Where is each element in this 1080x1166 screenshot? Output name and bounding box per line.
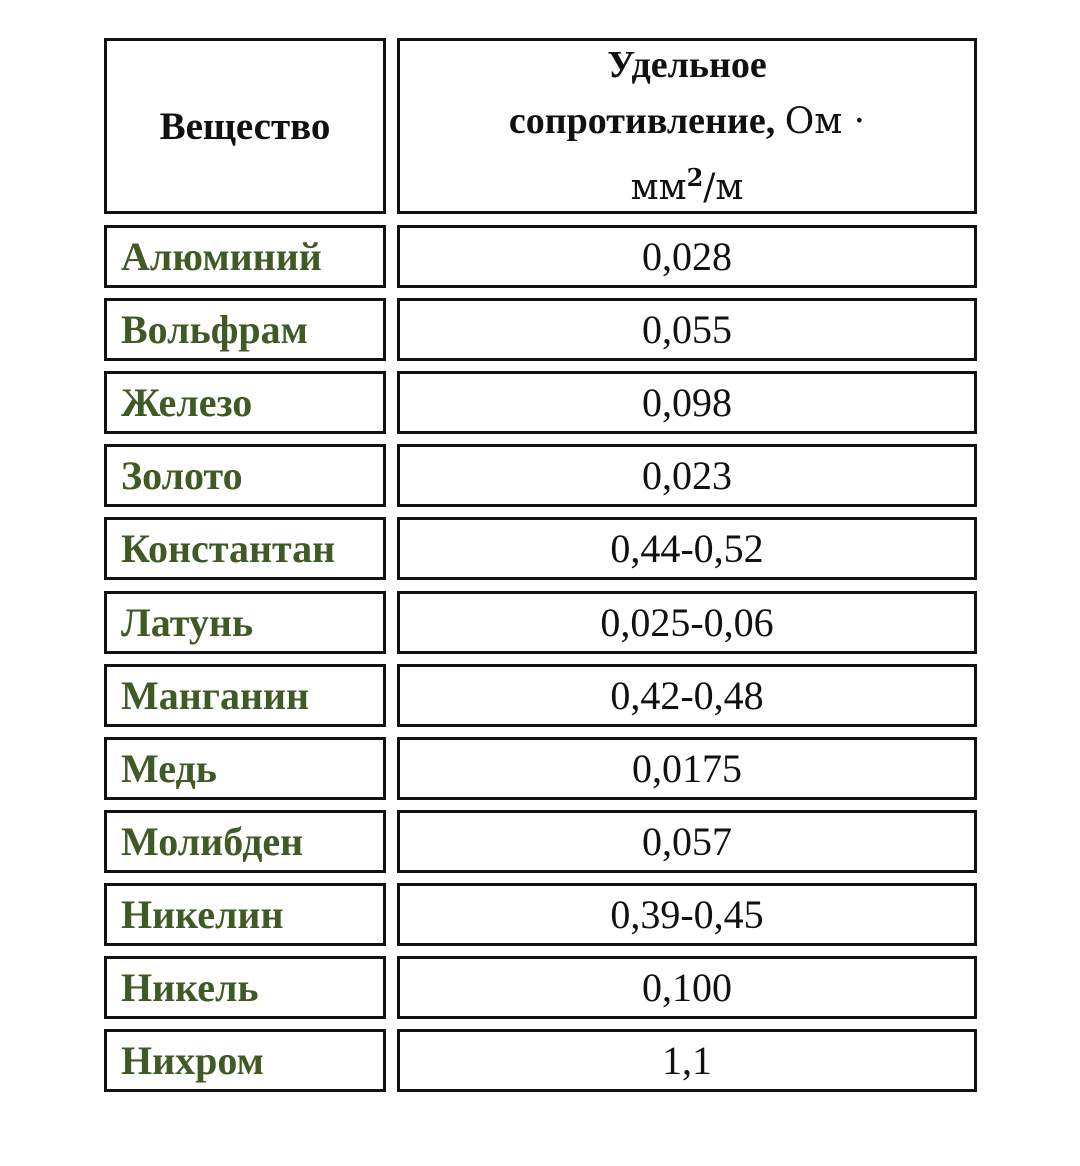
header-resistivity-line1: Удельное (607, 43, 767, 86)
header-substance (104, 38, 386, 214)
table-row-substance: Молибден (104, 810, 386, 873)
table-row-value: 0,100 (397, 956, 977, 1019)
table-row-value: 0,028 (397, 225, 977, 288)
header-unit-ohm: Ом · (784, 100, 866, 142)
table-row-substance: Никель (104, 956, 386, 1019)
table-row-substance: Латунь (104, 591, 386, 654)
header-resistivity-line2 (509, 93, 865, 150)
table-row-value: 0,025-0,06 (397, 591, 977, 654)
table-row-substance: Манганин (104, 664, 386, 727)
table-row-substance: Золото (104, 444, 386, 507)
table-row-value: 0,023 (397, 444, 977, 507)
table-row-substance: Никелин (104, 883, 386, 946)
table-row-substance: Нихром (104, 1029, 386, 1092)
table-row-value: 0,055 (397, 298, 977, 361)
table-row-substance: Железо (104, 371, 386, 434)
header-substance-label: Вещество (159, 104, 331, 148)
table-row-substance: Вольфрам (104, 298, 386, 361)
header-unit-per-m: /м (703, 166, 744, 208)
table-row-value: 0,057 (397, 810, 977, 873)
table-row-value: 0,098 (397, 371, 977, 434)
header-unit-exponent: 2 (686, 162, 704, 192)
table-row-substance: Медь (104, 737, 386, 800)
table-row-substance: Алюминий (104, 225, 386, 288)
header-resistivity-word: сопротивление, (508, 99, 776, 142)
table-row-substance: Константан (104, 517, 386, 580)
header-resistivity (397, 38, 977, 214)
header-unit-line3 (631, 150, 744, 216)
header-unit-mm: мм (630, 166, 687, 208)
table-row-value: 0,39-0,45 (397, 883, 977, 946)
table-row-value: 0,42-0,48 (397, 664, 977, 727)
table-row-value: 0,44-0,52 (397, 517, 977, 580)
table-row-value: 0,0175 (397, 737, 977, 800)
table-row-value: 1,1 (397, 1029, 977, 1092)
